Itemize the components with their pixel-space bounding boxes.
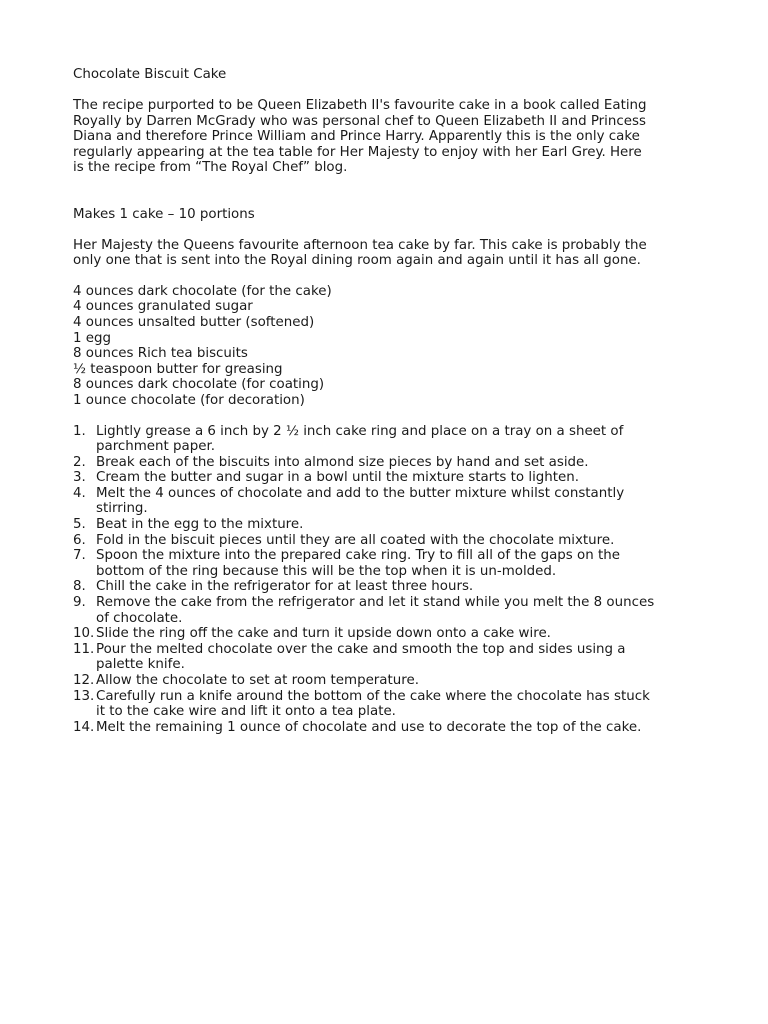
step-text — [96, 533, 723, 549]
step-line: Slide the ring off the cake and turn it upside down onto a cake wire. — [96, 626, 551, 642]
step-item — [73, 470, 723, 486]
method-steps — [73, 424, 723, 736]
step-item — [73, 486, 723, 517]
step-number: 4. — [73, 485, 86, 501]
step-line: Melt the 4 ounces of chocolate and add to the butter mixture whilst constantly — [96, 485, 625, 501]
step-line: Break each of the biscuits into almond size pieces by hand and set aside. — [96, 454, 589, 470]
step-text — [96, 720, 723, 736]
step-number: 11. — [73, 641, 95, 657]
step-text — [96, 579, 723, 595]
step-text — [96, 424, 723, 455]
step-line: palette knife. — [96, 657, 185, 673]
step-number: 12. — [73, 673, 95, 688]
step-number: 14. — [73, 719, 95, 735]
ingredient-item: 1 ounce chocolate (for decoration) — [73, 392, 305, 408]
step-item — [73, 689, 723, 720]
step-number: 5. — [73, 517, 86, 533]
step-number: 2. — [73, 454, 86, 470]
ingredient-item: 4 ounces unsalted butter (softened) — [73, 314, 315, 330]
intro-paragraph — [73, 98, 723, 176]
ingredient-item: 1 egg — [73, 330, 112, 346]
step-line: bottom of the ring because this will be the top when it is un-molded. — [96, 563, 557, 579]
intro-line: is the recipe from “The Royal Chef” blog. — [73, 160, 348, 176]
intro-line: regularly appearing at the tea table for Her Majesty to enjoy with her Earl Grey. Here — [73, 144, 642, 160]
description-line: Her Majesty the Queens favourite afternoon tea cake by far. This cake is probably the — [73, 237, 647, 253]
step-item — [73, 673, 723, 689]
step-number: 6. — [73, 532, 86, 548]
page-title: Chocolate Biscuit Cake — [73, 67, 227, 82]
ingredient-item: 8 ounces Rich tea biscuits — [73, 346, 248, 362]
step-text — [96, 642, 723, 673]
step-line: of chocolate. — [96, 610, 183, 626]
ingredient-item: 4 ounces granulated sugar — [73, 299, 253, 315]
step-text — [96, 673, 723, 689]
step-line: Chill the cake in the refrigerator for at least three hours. — [96, 579, 474, 595]
step-line: Beat in the egg to the mixture. — [96, 517, 304, 533]
step-line: Melt the remaining 1 ounce of chocolate and use to decorate the top of the cake. — [96, 719, 642, 735]
step-line: it to the cake wire and lift it onto a tea plate. — [96, 704, 396, 720]
step-line: stirring. — [96, 501, 148, 517]
step-number: 8. — [73, 579, 86, 595]
step-number: 13. — [73, 688, 95, 704]
step-line: Remove the cake from the refrigerator and let it stand while you melt the 8 ounces — [96, 595, 655, 611]
step-line: parchment paper. — [96, 439, 216, 455]
step-item — [73, 595, 723, 626]
step-item — [73, 626, 723, 642]
intro-line: Diana and therefore Prince William and Prince Harry. Apparently this is the only cake — [73, 129, 640, 145]
step-item — [73, 424, 723, 455]
description-line: only one that is sent into the Royal dining room again and again until it has all gone. — [73, 253, 641, 269]
ingredient-item: 4 ounces dark chocolate (for the cake) — [73, 283, 332, 299]
step-line: Allow the chocolate to set at room temperature. — [96, 673, 419, 688]
yield-text: Makes 1 cake – 10 portions — [73, 206, 255, 222]
description-paragraph — [73, 238, 723, 269]
step-text — [96, 517, 723, 533]
step-number: 9. — [73, 595, 86, 611]
step-text — [96, 595, 723, 626]
step-item — [73, 642, 723, 673]
step-text — [96, 689, 723, 720]
step-item — [73, 579, 723, 595]
step-line: Cream the butter and sugar in a bowl until the mixture starts to lighten. — [96, 470, 580, 486]
step-text — [96, 548, 723, 579]
step-text — [96, 486, 723, 517]
step-line: Spoon the mixture into the prepared cake ring. Try to fill all of the gaps on the — [96, 548, 620, 564]
step-text — [96, 470, 723, 486]
step-item — [73, 533, 723, 549]
step-item — [73, 720, 723, 736]
step-item — [73, 548, 723, 579]
intro-line: Royally by Darren McGrady who was personal chef to Queen Elizabeth II and Princess — [73, 113, 646, 129]
ingredient-list — [73, 284, 723, 409]
step-item — [73, 517, 723, 533]
step-line: Lightly grease a 6 inch by 2 ½ inch cake ring and place on a tray on a sheet of — [96, 423, 624, 439]
step-text — [96, 626, 723, 642]
document-page — [73, 67, 723, 735]
step-line: Pour the melted chocolate over the cake and smooth the top and sides using a — [96, 641, 626, 657]
step-item — [73, 455, 723, 471]
step-number: 3. — [73, 470, 86, 486]
step-line: Carefully run a knife around the bottom of the cake where the chocolate has stuck — [96, 688, 650, 704]
step-line: Fold in the biscuit pieces until they are all coated with the chocolate mixture. — [96, 532, 615, 548]
ingredient-item: 8 ounces dark chocolate (for coating) — [73, 377, 325, 393]
step-number: 7. — [73, 548, 86, 564]
intro-line: The recipe purported to be Queen Elizabeth II's favourite cake in a book called Eating — [73, 98, 647, 113]
step-text — [96, 455, 723, 471]
step-number: 1. — [73, 423, 86, 439]
step-number: 10. — [73, 626, 95, 642]
ingredient-item: ½ teaspoon butter for greasing — [73, 361, 283, 377]
